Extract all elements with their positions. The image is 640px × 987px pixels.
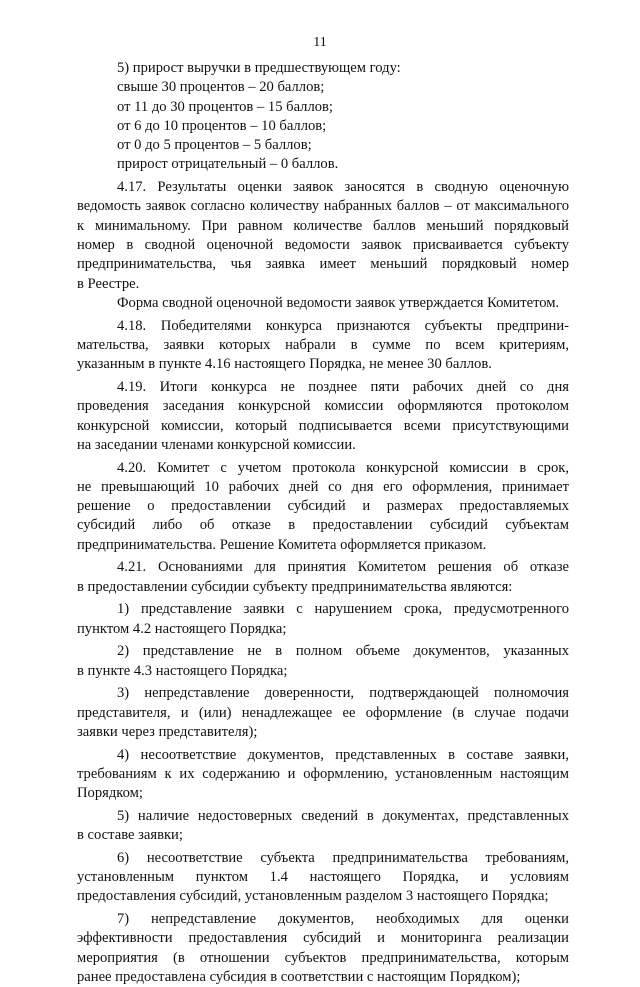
text-line: Форма сводной оценочной ведомости заявок утверждается Комитетом. <box>117 294 560 311</box>
text-line: 4.19. Итоги конкурса не позднее пяти рабочих дней со дня <box>117 378 569 395</box>
text-line: ранее предоставлена субсидия в соответствии с настоящим Порядком); <box>77 969 521 986</box>
text-line: 1) представление заявки с нарушением срока, предусмотренного <box>117 601 569 618</box>
text-line: 2) представление не в полном объеме документов, указанных <box>117 643 569 660</box>
text-line: от 6 до 10 процентов – 10 баллов; <box>117 117 327 134</box>
text-line: на заседании членами конкурсной комиссии. <box>77 436 356 453</box>
text-line: в Реестре. <box>77 275 140 292</box>
text-line: предоставления субсидий, установленным разделом 3 настоящего Порядка; <box>77 888 549 905</box>
text-line: мероприятия (в отношении субъектов предпринимательства, которым <box>77 949 569 966</box>
text-line: предпринимательства, чья заявка имеет меньший порядковый номер <box>77 256 569 273</box>
text-line: номер в сводной оценочной ведомости заявок присваивается субъекту <box>77 237 569 254</box>
text-line: мательства, заявки которых набрали в сумме по всем критериям, <box>77 336 569 353</box>
text-line: 4.17. Результаты оценки заявок заносятся в сводную оценочную <box>117 179 569 196</box>
text-line: указанным в пункте 4.16 настоящего Порядка, не менее 30 баллов. <box>77 356 492 373</box>
text-line: к минимальному. При равном количестве баллов меньший порядковый <box>77 217 569 234</box>
text-line: 4.18. Победителями конкурса признаются субъекты предприни- <box>117 317 569 334</box>
text-line: представителя, и (или) ненадлежащее ее оформление (в случае подачи <box>77 704 569 721</box>
text-line: в пункте 4.3 настоящего Порядка; <box>77 662 288 679</box>
text-line: от 0 до 5 процентов – 5 баллов; <box>117 137 312 154</box>
text-line: проведения заседания конкурсной комиссии оформляются протоколом <box>77 398 569 415</box>
text-line: пунктом 4.2 настоящего Порядка; <box>77 620 287 637</box>
text-line: субсидий либо об отказе в предоставлении субсидий субъектам <box>77 517 569 534</box>
text-line: 4.21. Основаниями для принятия Комитетом решения об отказе <box>117 559 569 576</box>
text-line: 7) непредставление документов, необходимых для оценки <box>117 911 569 928</box>
text-line: 5) наличие недостоверных сведений в документах, представленных <box>117 807 569 824</box>
text-line: требованиям к их содержанию и оформлению, установленным настоящим <box>77 765 569 782</box>
text-line: заявки через представителя); <box>77 723 258 740</box>
text-line: 3) непредставление доверенности, подтверждающей полномочия <box>117 685 569 702</box>
text-line: не превышающий 10 рабочих дней со дня его оформления, принимает <box>77 478 569 495</box>
text-line: установленным пунктом 1.4 настоящего Порядка, и условиям <box>77 869 569 886</box>
text-line: в составе заявки; <box>77 827 183 844</box>
text-line: 5) прирост выручки в предшествующем году: <box>117 60 401 76</box>
text-line: 4.20. Комитет с учетом протокола конкурсной комиссии в срок, <box>117 459 569 476</box>
text-line: 6) несоответствие субъекта предпринимательства требованиям, <box>117 849 569 866</box>
text-line: Порядком; <box>77 785 143 802</box>
text-line: в предоставлении субсидии субъекту предпринимательства являются: <box>77 578 513 595</box>
text-line: эффективности предоставления субсидий и мониторинга реализации <box>77 930 569 947</box>
text-line: решение о предоставлении субсидий и размерах предоставляемых <box>77 498 569 515</box>
text-line: свыше 30 процентов – 20 баллов; <box>117 79 325 96</box>
document-body <box>77 59 569 987</box>
text-line: конкурсной комиссии, который подписывается всеми присутствующими <box>77 417 569 434</box>
text-line: ведомость заявок согласно количеству набранных баллов – от максимального <box>77 198 569 215</box>
page-number: 11 <box>313 35 327 50</box>
text-line: 4) несоответствие документов, представленных в составе заявки, <box>117 746 569 763</box>
text-line: прирост отрицательный – 0 баллов. <box>117 156 339 173</box>
text-line: предпринимательства. Решение Комитета оформляется приказом. <box>77 536 487 553</box>
text-line: от 11 до 30 процентов – 15 баллов; <box>117 98 333 115</box>
